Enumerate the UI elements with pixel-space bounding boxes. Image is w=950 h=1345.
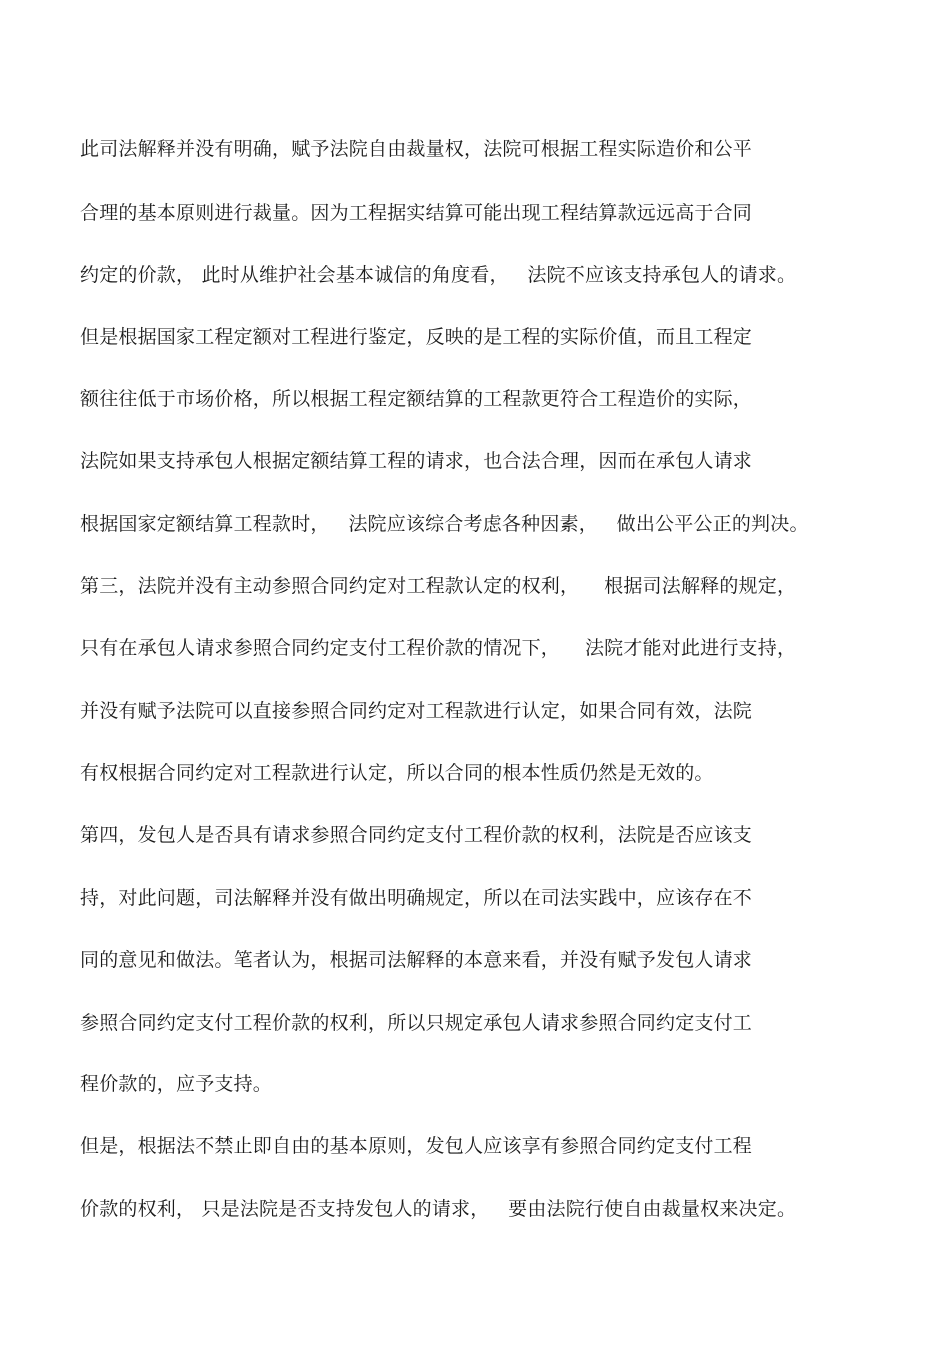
text-line: 参照合同约定支付工程价款的权利，所以只规定承包人请求参照合同约定支付工	[80, 1012, 753, 1034]
text-line: 额往往低于市场价格，所以根据工程定额结算的工程款更符合工程造价的实际，	[80, 388, 753, 410]
text-line: 此司法解释并没有明确，赋予法院自由裁量权，法院可根据工程实际造价和公平	[80, 138, 753, 160]
text-line: 只有在承包人请求参照合同约定支付工程价款的情况下， 法院才能对此进行支持，	[80, 637, 797, 659]
text-line: 根据国家定额结算工程款时， 法院应该综合考虑各种因素， 做出公平公正的判决。	[80, 513, 809, 535]
text-line: 合理的基本原则进行裁量。因为工程据实结算可能出现工程结算款远远高于合同	[80, 202, 753, 224]
text-line: 第四，发包人是否具有请求参照合同约定支付工程价款的权利，法院是否应该支	[80, 824, 753, 846]
text-line: 有权根据合同约定对工程款进行认定，所以合同的根本性质仍然是无效的。	[80, 762, 714, 784]
text-line: 并没有赋予法院可以直接参照合同约定对工程款进行认定，如果合同有效，法院	[80, 700, 753, 722]
text-line: 持，对此问题，司法解释并没有做出明确规定，所以在司法实践中，应该存在不	[80, 887, 753, 909]
text-line: 约定的价款， 此时从维护社会基本诚信的角度看， 法院不应该支持承包人的请求。	[80, 264, 797, 286]
text-line: 但是，根据法不禁止即自由的基本原则，发包人应该享有参照合同约定支付工程	[80, 1135, 753, 1157]
text-line: 第三，法院并没有主动参照合同约定对工程款认定的权利， 根据司法解释的规定，	[80, 575, 797, 597]
text-line: 但是根据国家工程定额对工程进行鉴定，反映的是工程的实际价值，而且工程定	[80, 326, 753, 348]
text-line: 同的意见和做法。笔者认为，根据司法解释的本意来看，并没有赋予发包人请求	[80, 949, 753, 971]
text-line: 价款的权利， 只是法院是否支持发包人的请求， 要由法院行使自由裁量权来决定。	[80, 1198, 797, 1220]
text-line: 程价款的，应予支持。	[80, 1073, 273, 1095]
text-line: 法院如果支持承包人根据定额结算工程的请求，也合法合理，因而在承包人请求	[80, 450, 753, 472]
